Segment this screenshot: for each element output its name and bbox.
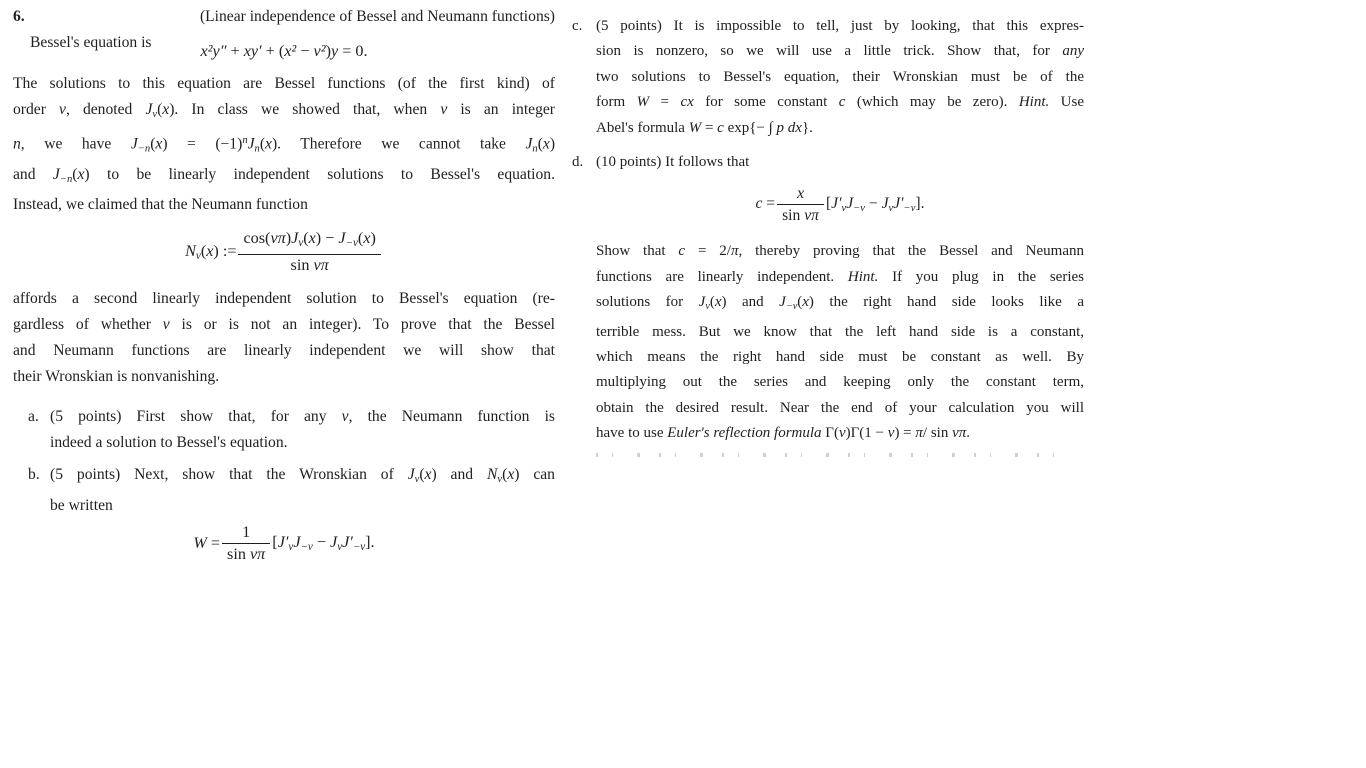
constant-c-denominator: sin νπ: [777, 204, 824, 226]
right-column: [570, 14, 1084, 457]
wronskian-lhs: W =: [193, 534, 221, 553]
item-c-line: form W = cx for some constant c (which may be zero). Hint. Use: [596, 94, 1085, 111]
bessel-equation-block: [13, 29, 555, 71]
clipped-text-remnant: [596, 453, 1066, 457]
paragraph-intro: [13, 71, 555, 218]
item-d-line: Show that c = 2/π, thereby proving that the Bessel and Neumann: [596, 243, 1084, 260]
item-d-line: multiplying out the series and keeping only the constant term,: [596, 374, 1084, 391]
wronskian-denominator: sin νπ: [222, 543, 270, 565]
paragraph-line: order ν, denoted Jν(x). In class we showed that, when ν is an integer: [13, 100, 555, 120]
problem-header: [13, 4, 555, 29]
paragraph-line: The solutions to this equation are Bessel functions (of the first kind) of: [13, 75, 555, 92]
item-c-line: two solutions to Bessel's equation, their Wronskian must be of the: [596, 68, 1084, 85]
item-a-line: (5 points) First show that, for any ν, the Neumann function is: [50, 408, 555, 426]
neumann-numerator: cos(νπ)Jν(x) − J−ν(x): [243, 229, 376, 250]
paragraph-line: and Neumann functions are linearly independent we will show that: [13, 341, 555, 359]
item-b-marker: b.: [28, 465, 40, 483]
item-c: [570, 14, 1084, 141]
item-c-line: Abel's formula W = c exp{− ∫ p dx}.: [596, 119, 813, 136]
wronskian-numerator: 1: [242, 523, 251, 542]
item-d-line: terrible mess. But we know that the left hand side is a constant,: [596, 323, 1084, 340]
neumann-lhs: Nν(x) :=: [185, 242, 237, 263]
item-d-line: solutions for Jν(x) and J−ν(x) the right hand side looks like a: [596, 294, 1084, 313]
paragraph-line: and J−n(x) to be linearly independent solutions to Bessel's equation.: [13, 165, 555, 185]
item-d-marker: d.: [572, 154, 584, 171]
bessel-equation: x²y″ + xy′ + (x² − ν²)y = 0.: [200, 42, 368, 60]
wronskian-fraction: [222, 522, 270, 565]
item-d-line: functions are linearly independent. Hint. If you plug in the series: [596, 268, 1084, 285]
item-d-line: obtain the desired result. Near the end of your calculation you will: [596, 399, 1084, 416]
item-c-line: (5 points) It is impossible to tell, just by looking, that this expres-: [596, 18, 1084, 34]
paragraph-line: n, we have $J-n(x) = (-1)^nJn(x)$. Therefore we cannot take Jn(x): [13, 134, 556, 154]
constant-c-formula: [596, 180, 1084, 228]
item-c-line: sion is nonzero, so we will use a little trick. Show that, for any: [596, 43, 1084, 60]
problem-number: 6.: [13, 8, 25, 25]
left-column: [13, 4, 555, 568]
constant-c-rhs: [J′νJ−ν − JνJ′−ν].: [825, 194, 925, 214]
item-b: [13, 462, 555, 519]
neumann-definition-formula: [13, 226, 555, 278]
paragraph-line: gardless of whether ν is or is not an integer). To prove that the Bessel: [13, 315, 555, 333]
item-c-marker: c.: [572, 18, 583, 34]
constant-c-fraction: [777, 183, 824, 226]
bessel-equation-label: Bessel's equation is: [30, 34, 152, 51]
item-a: [13, 404, 555, 456]
item-d-line: which means the right hand side must be constant as well. By: [596, 348, 1084, 365]
item-d-line: have to use Euler's reflection formula Γ(ν)Γ(1 − ν) = π/ sin νπ.: [596, 425, 971, 442]
paragraph-line: their Wronskian is nonvanishing.: [13, 367, 220, 385]
constant-c-numerator: x: [797, 184, 804, 202]
item-d-intro-line: (10 points) It follows that: [596, 154, 750, 171]
item-a-line: indeed a solution to Bessel's equation.: [50, 434, 288, 452]
item-d: [570, 150, 1084, 447]
neumann-denominator: sin νπ: [238, 254, 380, 276]
item-b-line: be written: [50, 496, 113, 514]
wronskian-rhs: [J′νJ−ν − JνJ′−ν].: [272, 533, 375, 554]
item-a-marker: a.: [28, 408, 39, 426]
paragraph-line: affords a second linearly independent solution to Bessel's equation (re-: [13, 290, 555, 308]
wronskian-formula: [13, 520, 555, 568]
paragraph-line: Instead, we claimed that the Neumann function: [13, 196, 308, 214]
item-b-line: (5 points) Next, show that the Wronskian of Jν(x) and Nν(x) can: [50, 465, 555, 485]
neumann-fraction: [238, 228, 380, 276]
problem-title: (Linear independence of Bessel and Neumann functions): [199, 8, 555, 25]
paragraph-affords: [13, 286, 555, 389]
constant-c-lhs: c =: [755, 195, 776, 213]
